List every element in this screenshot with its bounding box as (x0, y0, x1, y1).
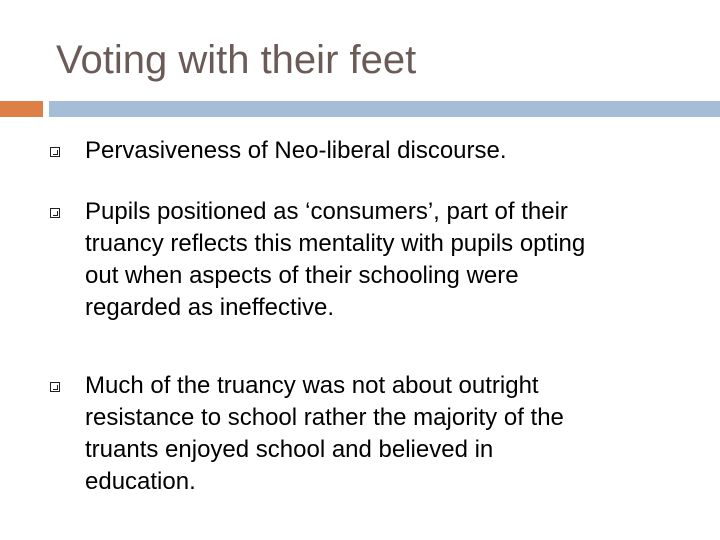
slide-title: Voting with their feet (56, 38, 417, 82)
bullet-text (85, 370, 685, 498)
bullet-text (85, 135, 685, 167)
bullet-line: truants enjoyed school and believed in (85, 436, 494, 463)
bullet-line: regarded as ineffective. (85, 294, 335, 321)
bullet-line: out when aspects of their schooling were (85, 262, 519, 289)
bullet-line: Pervasiveness of Neo-liberal discourse. (85, 137, 507, 164)
checkbox-square-icon (50, 382, 60, 392)
checkbox-square-icon (50, 208, 60, 218)
bullet-line: education. (85, 468, 196, 495)
bullet-line: truancy reflects this mentality with pupils opting (85, 230, 586, 257)
bullet-line: Pupils positioned as ‘consumers’, part of their (85, 198, 568, 225)
checkbox-square-icon (50, 147, 60, 157)
bullet-line: Much of the truancy was not about outright (85, 372, 539, 399)
bullet-text (85, 196, 685, 324)
bullet-line: resistance to school rather the majority of the (85, 404, 564, 431)
